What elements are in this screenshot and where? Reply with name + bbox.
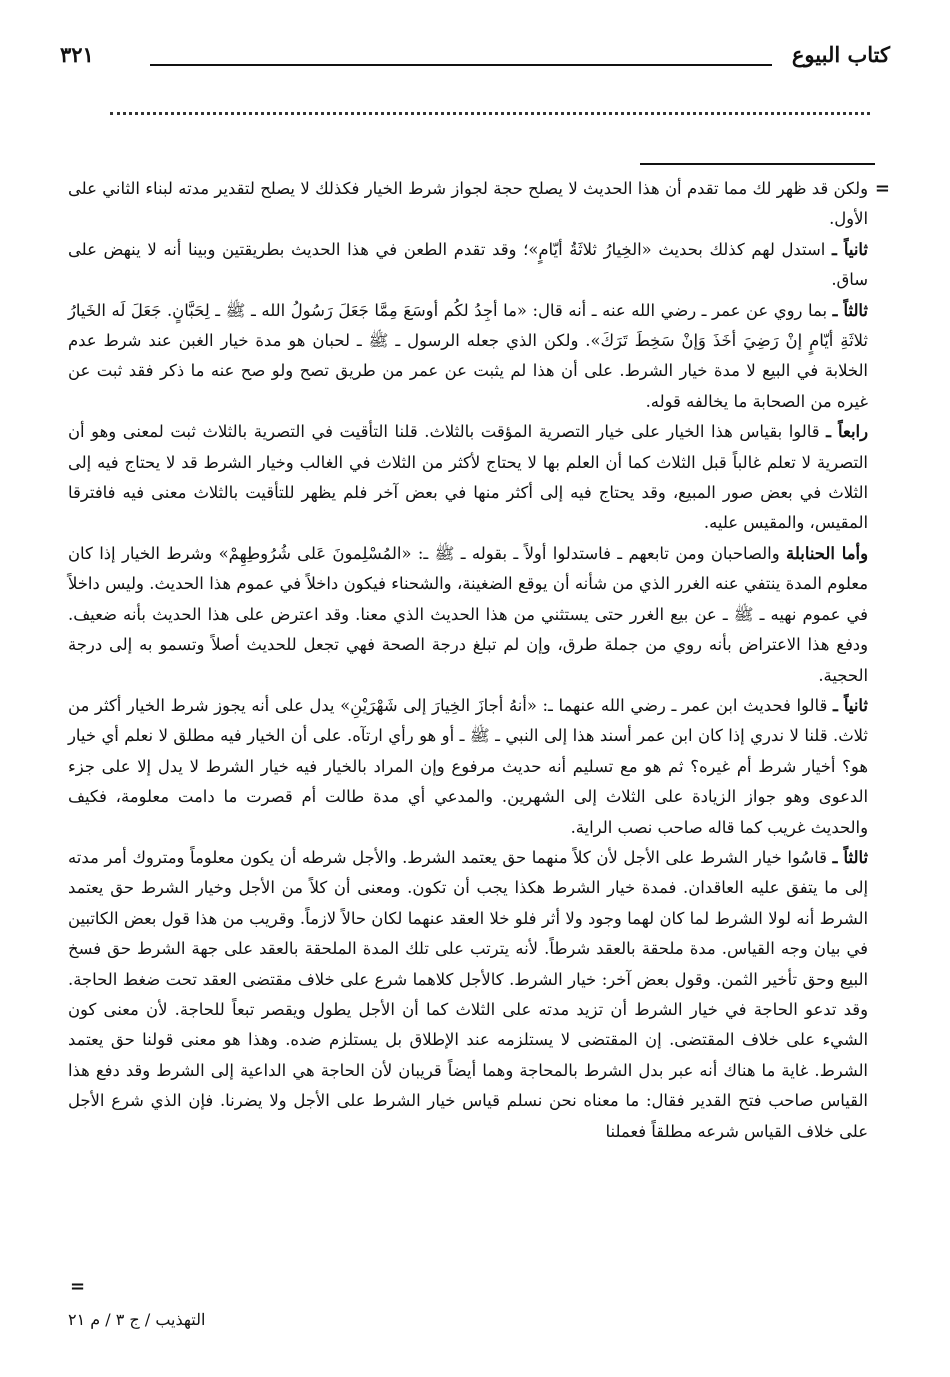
book-title: كتاب البيوع xyxy=(791,42,890,67)
page-header xyxy=(50,40,890,80)
page-number: ٣٢١ xyxy=(60,42,94,67)
paragraph-lead: ثانياً ـ xyxy=(831,239,868,259)
paragraph-text: استدل لهم كذلك بحديث «الخِيارُ ثلاثَةُ أيّامٍ»؛ وقد تقدم الطعن في هذا الحديث بطريقتين وبينا أنه لا ينهض على ساق. xyxy=(68,239,868,290)
paragraph-text: قالوا بقياس هذا الخيار على خيار التصرية المؤقت بالثلاث. قلنا التأقيت في التصرية بالثلاث ثبت لمعنى وهو أن التصرية لا تعلم غالباً قبل الثلاث كما أن العلم بها لا يحتاج لأكثر من الثلاث في الغالب وخيار الشرط قد لا يحتاج فيه إلى الثلاث في بعض صور المبيع، وقد يحتاج فيه إلى أكثر منها في بعض آخر فلم يظهر للتأقيت بالثلاث معنى فيه فافترقا المقيس، والمقيس عليه. xyxy=(68,422,868,533)
paragraph-text: ولكن قد ظهر لك مما تقدم أن هذا الحديث لا يصلح حجة لجواز شرط الخيار فكذلك لا يصلح لتقدير مدته لبناء الثاني على الأول. xyxy=(68,179,868,229)
paragraph-7 xyxy=(68,843,868,1147)
paragraph-lead: رابعاً ـ xyxy=(826,422,868,442)
paragraph-text: بما روي عن عمر ـ رضي الله عنه ـ أنه قال: «ما أجِدُ لكُم أوسَعَ مِمَّا جَعَلَ رَسُولُ الله ـ ﷺ ـ لِحَبَّانٍ. جَعَلَ لَه الخَيارُ ثلاثَةِ أيّامٍ إنْ رَضِيَ أخَذَ وَإنْ سَخِطَ تَرَكَ». ولكن الذي جعله الرسول ـ ﷺ ـ لحبان هو مدة خيار الغبن عند شرط عدم الخلابة في البيع لا مدة خيار الشرط. على أن هذا لم يثبت عن عمر من طريق تصح ولو صح عنه ما ذكر فقد ثبت عن غيره من الصحابة ما يخالفه قوله. xyxy=(68,300,868,411)
paragraph-1 xyxy=(68,174,868,235)
dotted-separator xyxy=(110,112,870,115)
paragraph-5 xyxy=(68,539,868,691)
continuation-mark-bottom: = xyxy=(70,1276,86,1297)
paragraph-3 xyxy=(68,296,868,418)
paragraph-2 xyxy=(68,235,868,296)
paragraph-4 xyxy=(68,417,868,539)
paragraph-text: قاسُوا خيار الشرط على الأجل لأن كلاً منهما حق يعتمد الشرط. والأجل شرطه أن يكون معلوماً ومتروك أمر مدته إلى ما يتفق عليه العاقدان. فمدة خيار الشرط هكذا يجب أن تكون. ومعنى أن كلاً من الأجل وخيار الشرط حق يعتمد الشرط أنه لولا الشرط لما كان لهما وجود ولا أثر فلو خلا العقد عنهما لكان حالاً لازماً. وقريب من هذا قول بعض الكاتبين في بيان وجه القياس. مدة ملحقة بالعقد شرطاً. لأنه يترتب على تلك المدة الملحقة بالعقد على جهة الشرط حق فسخ البيع وحق تأخير الثمن. وقول بعض آخر: خيار الشرط. كالأجل كلاهما شرع على خلاف مقتضى العقد تحت ضغط الحاجة. وقد تدعو الحاجة في خيار الشرط أن تزيد مدته على الثلاث كما أن الأجل يطول ويقصر تبعاً للحاجة. لأن معنى كون الشيء على خلاف المقتضى. إن المقتضى لا يستلزمه عند الإطلاق بل يستلزم ضده. وهذا هو معنى قولنا حق يعتمد الشرط. غاية ما هناك أنه عبر بدل الشرط بالمحاجة وهما أيضاً قريبان لأن الحاجة هي الداعية إلى الشرط وقد دفع هذا القياس صاحب فتح القدير فقال: ما معناه نحن نسلم قياس خيار الشرط على الأجل ولا يضرنا. فإن الذي شرع الأجل على خلاف القياس شرعه مطلقاً فعملنا xyxy=(68,847,868,1141)
paragraph-lead: وأما الحنابلة xyxy=(786,543,869,563)
footnote-rule xyxy=(640,163,875,165)
paragraph-lead: ثالثاً ـ xyxy=(832,300,868,320)
footnote-body xyxy=(68,174,868,1147)
signature-mark: التهذيب / ج ٣ / م ٢١ xyxy=(68,1310,206,1329)
paragraph-6 xyxy=(68,691,868,843)
paragraph-text: والصاحبان ومن تابعهم ـ فاستدلوا أولاً ـ بقوله ـ ﷺ ـ: «المُسْلِمونَ عَلى شُرُوطِهِمْ» وشرط الخيار إذا كان معلوم المدة ينتفي عنه الغرر الذي من شأنه أن يوقع الضغينة، والشحناء فيكون داخلاً في عموم هذا الحديث. وليس داخلاً في عموم نهيه ـ ﷺ ـ عن بيع الغرر حتى يستثني من هذا الحديث الذي معنا. وقد اعترض على هذا الحديث بأنه ضعيف. ودفع هذا الاعتراض بأنه روي من جملة طرق، وإن لم تبلغ درجة الصحة فهي تجعل للحديث أصلاً وتسمو به إلى درجة الحجية. xyxy=(68,543,868,685)
header-rule xyxy=(150,64,772,66)
paragraph-text: قالوا فحديث ابن عمر ـ رضي الله عنهما ـ: «أنهُ أجازَ الخِيارَ إلى شَهْرَيْنِ» يدل على أنه يجوز شرط الخيار أكثر من ثلاث. قلنا لا ندري إذا كان ابن عمر أسند هذا إلى النبي ـ ﷺ ـ أو هو رأي ارتآه. على أن الخيار فيه مطلق لا نعلم أي خيار هو؟ أخيار شرط أم غيره؟ ثم هو مع تسليم أنه حديث مرفوع وإن المراد بالخيار فيه خيار الشرط لا يدل إلا على جزء الدعوى وهو جواز الزيادة على الثلاث إلى الشهرين. والمدعي أي مدة طالت أم قصرت ما دامت معلومة، فكيف والحديث غريب كما قاله صاحب نصب الراية. xyxy=(68,695,868,837)
paragraph-lead: ثالثاً ـ xyxy=(832,847,869,867)
continuation-mark-top: = xyxy=(874,178,890,199)
paragraph-lead: ثانياً ـ xyxy=(832,695,868,715)
page-footer xyxy=(68,1310,868,1338)
